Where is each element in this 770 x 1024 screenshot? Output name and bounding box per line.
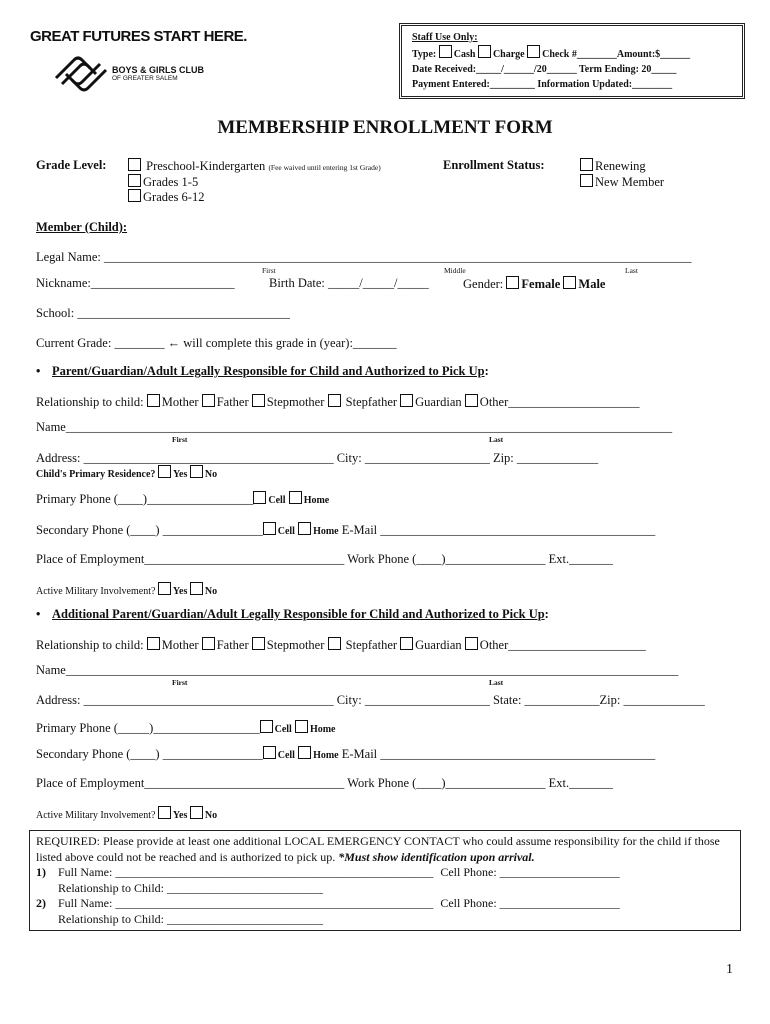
grade-1-5-checkbox[interactable] [128, 174, 141, 187]
guardian2-primary-phone-field[interactable]: Primary Phone (_____)_________________ [36, 721, 260, 735]
date-received-field[interactable]: Date Received:_____/______/20______ Term Ending: 20_____ [412, 64, 677, 75]
tagline: GREAT FUTURES START HERE. [30, 28, 247, 45]
check-checkbox[interactable] [527, 45, 540, 58]
grade-1-5-label: Grades 1-5 [143, 175, 199, 189]
guardian1-military-yes-checkbox[interactable] [158, 582, 171, 595]
guardian1-stepfather-checkbox[interactable] [328, 394, 341, 407]
enrollment-status-label: Enrollment Status: [443, 158, 545, 172]
bullet-icon: • [36, 364, 41, 378]
grade-6-12-option[interactable] [128, 189, 204, 205]
gender-label: Gender: [463, 277, 504, 291]
guardian1-guardian-label: Guardian [415, 395, 462, 409]
cash-label: Cash [453, 49, 476, 60]
guardian2-last-caption: Last [489, 678, 504, 687]
legal-name-first-caption: First [262, 266, 276, 275]
guardian1-military-no-label: No [204, 586, 218, 597]
logo-name: BOYS & GIRLS CLUB [112, 65, 205, 75]
emergency-contact-2-row [36, 896, 734, 912]
guardian2-guardian-checkbox[interactable] [400, 637, 413, 650]
guardian1-secondary-phone-row [36, 522, 655, 538]
check-label: Check #________Amount:$______ [542, 49, 691, 60]
renewing-checkbox[interactable] [580, 158, 593, 171]
guardian1-relationship-label: Relationship to child: [36, 395, 144, 409]
emergency-contact-2-number: 2) [36, 896, 46, 910]
guardian2-guardian-label: Guardian [415, 638, 462, 652]
charge-label: Charge [492, 49, 525, 60]
guardian2-secondary-home-checkbox[interactable] [298, 746, 311, 759]
guardian1-secondary-home-checkbox[interactable] [298, 522, 311, 535]
guardian2-military-no-label: No [204, 810, 218, 821]
cash-checkbox[interactable] [439, 45, 452, 58]
current-grade-field[interactable]: Current Grade: ________ ← will complete this grade in (year):_______ [36, 336, 397, 350]
guardian1-employment-field[interactable]: Place of Employment________________________________ Work Phone (____)________________ Ext._______ [36, 552, 613, 566]
primary-residence-row [36, 465, 217, 480]
female-checkbox[interactable] [506, 276, 519, 289]
guardian2-relationship-row [36, 637, 646, 653]
guardian2-name-field[interactable]: Name__________________________________________________________________________________________________ [36, 663, 679, 677]
emergency-contact-1-cell-field[interactable]: Cell Phone: ____________________ [440, 865, 620, 879]
guardian1-father-label: Father [216, 395, 249, 409]
guardian1-primary-home-label: Home [303, 495, 330, 506]
gender-group [463, 276, 605, 292]
guardian2-military-yes-label: Yes [172, 810, 188, 821]
guardian2-secondary-phone-field[interactable]: Secondary Phone (____) ________________ [36, 747, 263, 761]
guardian1-first-caption: First [172, 435, 188, 444]
birth-date-field[interactable]: Birth Date: _____/_____/_____ [269, 276, 429, 290]
staff-use-box [399, 23, 745, 99]
guardian1-military-no-checkbox[interactable] [190, 582, 203, 595]
primary-residence-yes-checkbox[interactable] [158, 465, 171, 478]
guardian2-military-no-checkbox[interactable] [190, 806, 203, 819]
female-label: Female [521, 277, 561, 291]
new-member-label: New Member [595, 175, 665, 189]
bullet-icon: • [36, 607, 41, 621]
primary-residence-yes-label: Yes [172, 469, 188, 480]
guardian1-military-yes-label: Yes [172, 586, 188, 597]
renewing-label: Renewing [595, 159, 646, 173]
guardian1-secondary-phone-field[interactable]: Secondary Phone (____) ________________ [36, 523, 263, 537]
guardian2-secondary-phone-row [36, 746, 655, 762]
guardian1-secondary-cell-checkbox[interactable] [263, 522, 276, 535]
new-member-option[interactable] [580, 174, 664, 190]
staff-type-row [412, 45, 732, 62]
guardian1-secondary-cell-label: Cell [277, 526, 295, 537]
emergency-text: REQUIRED: Please provide at least one additional LOCAL EMERGENCY CONTACT who could assume responsibility for the child if those listed above could not be reached and is authorized to pick up. [36, 834, 720, 864]
guardian2-stepfather-checkbox[interactable] [328, 637, 341, 650]
guardian2-military-label: Active Military Involvement? [36, 810, 156, 821]
staff-title: Staff Use Only: [412, 32, 478, 43]
page-number: 1 [726, 962, 733, 977]
guardian2-heading-colon: : [544, 607, 549, 621]
logo-subname: OF GREATER SALEM [112, 75, 178, 82]
guardian1-mother-label: Mother [161, 395, 199, 409]
guardian1-secondary-home-label: Home [313, 526, 339, 537]
guardian1-heading [36, 364, 489, 379]
school-field[interactable]: School: __________________________________ [36, 306, 290, 320]
club-logo [52, 54, 110, 99]
guardian1-heading-text: Parent/Guardian/Adult Legally Responsible for Child and Authorized to Pick Up [52, 364, 485, 378]
guardian2-secondary-home-label: Home [313, 750, 339, 761]
guardian2-primary-phone-row [36, 720, 336, 736]
legal-name-field[interactable]: Legal Name: ______________________________________________________________________________________________ [36, 250, 692, 264]
guardian1-email-field[interactable]: E-Mail ____________________________________________ [341, 523, 656, 537]
legal-name-last-caption: Last [625, 266, 638, 275]
guardian2-mother-checkbox[interactable] [147, 637, 160, 650]
guardian1-primary-home-checkbox[interactable] [289, 491, 302, 504]
guardian2-other-checkbox[interactable] [465, 637, 478, 650]
guardian2-father-checkbox[interactable] [202, 637, 215, 650]
guardian1-primary-phone-field[interactable]: Primary Phone (____)_________________ [36, 492, 254, 506]
grade-6-12-label: Grades 6-12 [143, 190, 205, 204]
guardian1-other-checkbox[interactable] [465, 394, 478, 407]
guardian1-name-field[interactable]: Name_________________________________________________________________________________________________ [36, 420, 673, 434]
guardian2-mother-label: Mother [161, 638, 199, 652]
guardian2-military-yes-checkbox[interactable] [158, 806, 171, 819]
male-checkbox[interactable] [563, 276, 576, 289]
guardian1-address-field[interactable]: Address: ________________________________________ City: ____________________ Zip: _____________ [36, 451, 599, 465]
emergency-contact-2-relationship-field[interactable]: Relationship to Child: __________________________ [58, 911, 324, 926]
grade-preschool-checkbox[interactable] [128, 158, 141, 171]
guardian2-first-caption: First [172, 678, 188, 687]
emergency-contact-1-relationship-field[interactable]: Relationship to Child: __________________________ [58, 880, 324, 895]
guardian1-stepmother-label: Stepmother [266, 395, 325, 409]
guardian2-secondary-cell-label: Cell [277, 750, 295, 761]
guardian1-stepmother-checkbox[interactable] [252, 394, 265, 407]
grade-level-label: Grade Level: [36, 158, 107, 172]
member-heading: Member (Child): [36, 220, 128, 234]
grade-preschool-note: (Fee waived until entering 1st Grade) [268, 163, 381, 172]
guardian2-address-field[interactable]: Address: ________________________________________ City: ____________________ State: ____________Zip: _____________ [36, 693, 705, 707]
guardian1-relationship-row [36, 394, 640, 410]
guardian2-heading-text: Additional Parent/Guardian/Adult Legally Responsible for Child and Authorized to Pick Up [52, 607, 545, 621]
guardian1-father-checkbox[interactable] [202, 394, 215, 407]
guardian2-stepmother-label: Stepmother [266, 638, 325, 652]
grade-preschool-label: Preschool-Kindergarten [146, 159, 266, 173]
club-logo-icon [52, 54, 110, 94]
emergency-contact-box [29, 830, 741, 931]
grade-1-5-option[interactable] [128, 174, 198, 190]
grade-preschool-option[interactable] [128, 158, 381, 174]
guardian2-other-field[interactable]: Other______________________ [479, 638, 646, 652]
guardian2-stepmother-checkbox[interactable] [252, 637, 265, 650]
primary-residence-no-label: No [204, 469, 218, 480]
emergency-contact-1-name-field[interactable]: Full Name: _____________________________________________________ [58, 865, 434, 879]
male-label: Male [578, 277, 606, 291]
charge-checkbox[interactable] [478, 45, 491, 58]
guardian2-secondary-cell-checkbox[interactable] [263, 746, 276, 759]
payment-entered-field[interactable]: Payment Entered:_________ Information Updated:________ [412, 79, 673, 90]
emergency-emphasis: *Must show identification upon arrival. [338, 849, 535, 864]
guardian1-military-row [36, 582, 217, 597]
guardian2-father-label: Father [216, 638, 249, 652]
primary-residence-label: Child's Primary Residence? [36, 469, 156, 480]
guardian2-military-row [36, 806, 217, 821]
guardian1-other-field[interactable]: Other_____________________ [479, 395, 640, 409]
guardian1-last-caption: Last [489, 435, 504, 444]
form-title: MEMBERSHIP ENROLLMENT FORM [217, 117, 553, 138]
guardian2-primary-cell-checkbox[interactable] [260, 720, 273, 733]
primary-residence-no-checkbox[interactable] [190, 465, 203, 478]
guardian2-stepfather-label: Stepfather [345, 638, 398, 652]
guardian2-relationship-label: Relationship to child: [36, 638, 144, 652]
new-member-checkbox[interactable] [580, 174, 593, 187]
grade-6-12-checkbox[interactable] [128, 189, 141, 202]
guardian1-primary-cell-checkbox[interactable] [253, 491, 266, 504]
guardian1-guardian-checkbox[interactable] [400, 394, 413, 407]
nickname-field[interactable]: Nickname:_______________________ [36, 276, 235, 290]
guardian1-primary-cell-label: Cell [268, 495, 286, 506]
guardian1-stepfather-label: Stepfather [345, 395, 398, 409]
guardian2-email-field[interactable]: E-Mail ____________________________________________ [341, 747, 656, 761]
guardian2-primary-home-checkbox[interactable] [295, 720, 308, 733]
guardian1-mother-checkbox[interactable] [147, 394, 160, 407]
emergency-contact-2-cell-field[interactable]: Cell Phone: ____________________ [440, 896, 620, 910]
guardian1-heading-colon: : [484, 364, 489, 378]
guardian2-primary-home-label: Home [309, 724, 336, 735]
emergency-contact-2-name-field[interactable]: Full Name: _____________________________________________________ [58, 896, 434, 910]
renewing-option[interactable] [580, 158, 646, 174]
emergency-contact-1-number: 1) [36, 865, 46, 879]
guardian2-employment-field[interactable]: Place of Employment________________________________ Work Phone (____)________________ Ext._______ [36, 776, 613, 790]
guardian1-military-label: Active Military Involvement? [36, 586, 156, 597]
emergency-instructions [36, 834, 734, 865]
guardian2-heading [36, 607, 549, 622]
guardian2-primary-cell-label: Cell [274, 724, 292, 735]
emergency-contact-1-row [36, 865, 734, 881]
legal-name-middle-caption: Middle [444, 266, 466, 275]
staff-type-label: Type: [412, 49, 437, 60]
guardian1-primary-phone-row [36, 491, 329, 507]
